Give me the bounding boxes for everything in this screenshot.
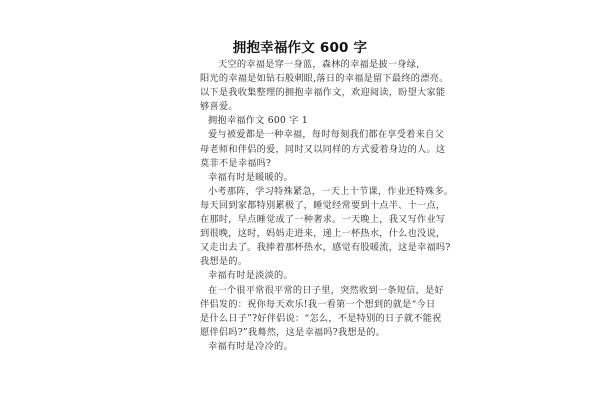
body-line: 以下是我收集整理的拥抱幸福作文，欢迎阅读，盼望大家能: [200, 87, 446, 99]
body-line: 幸福有时是暖暖的。: [208, 171, 293, 183]
body-line: 愿伴侣吗?”我蓦然，这是幸福吗?我想是的。: [200, 326, 386, 338]
body-line: 天空的幸福是穿一身蓝，森林的幸福是披一身绿，: [218, 59, 426, 70]
body-line: 小考那阵，学习特殊紧急，一天上十节课，作业还特殊多。: [208, 185, 454, 197]
body-line: 在一个很平常很平常的日子里，突然收到一条短信，是好: [208, 284, 444, 296]
body-line: 伴侣发的：祝你每天欢乐!我一看第一个想到的就是“今日: [200, 298, 436, 310]
body-line: 在那时，早点睡觉成了一种奢求。一天晚上，我又写作业写: [200, 214, 446, 226]
document-body: [200, 58, 454, 354]
document-title: 拥抱幸福作文 600 字: [232, 40, 368, 56]
body-line: 每天回到家都特别累极了，睡觉经常要到十点半、十一点，: [200, 199, 446, 211]
body-line: 幸福有时是淡淡的。: [208, 270, 293, 282]
body-line: 阳光的幸福是如钻石般刺眼,落日的幸福是留下最终的漂亮。: [200, 73, 449, 85]
body-line: 又走出去了。我捧着那杯热水，感觉有股暖流，这是幸福吗?: [200, 242, 451, 254]
body-line: 到很晚，这时，妈妈走进来，递上一杯热水，什么也没说，: [200, 228, 446, 240]
body-line: 莫非不是幸福吗?: [200, 157, 272, 169]
body-line: 是什么日子”?好伴侣说：“怎么，不是特别的日子就不能祝: [200, 312, 442, 324]
body-line: 母老师和伴侣的爱，同时又以同样的方式爱着身边的人。这: [200, 143, 446, 155]
body-line: 幸福有时是冷冷的。: [208, 340, 293, 352]
body-line: 爱与被爱都是一种幸福，每时每刻我们都在享受着来自父: [208, 129, 444, 141]
body-line: 够喜爱。: [200, 101, 238, 113]
section-heading: 拥抱幸福作文 600 字 1: [208, 115, 308, 127]
body-line: 我想是的。: [200, 256, 248, 268]
